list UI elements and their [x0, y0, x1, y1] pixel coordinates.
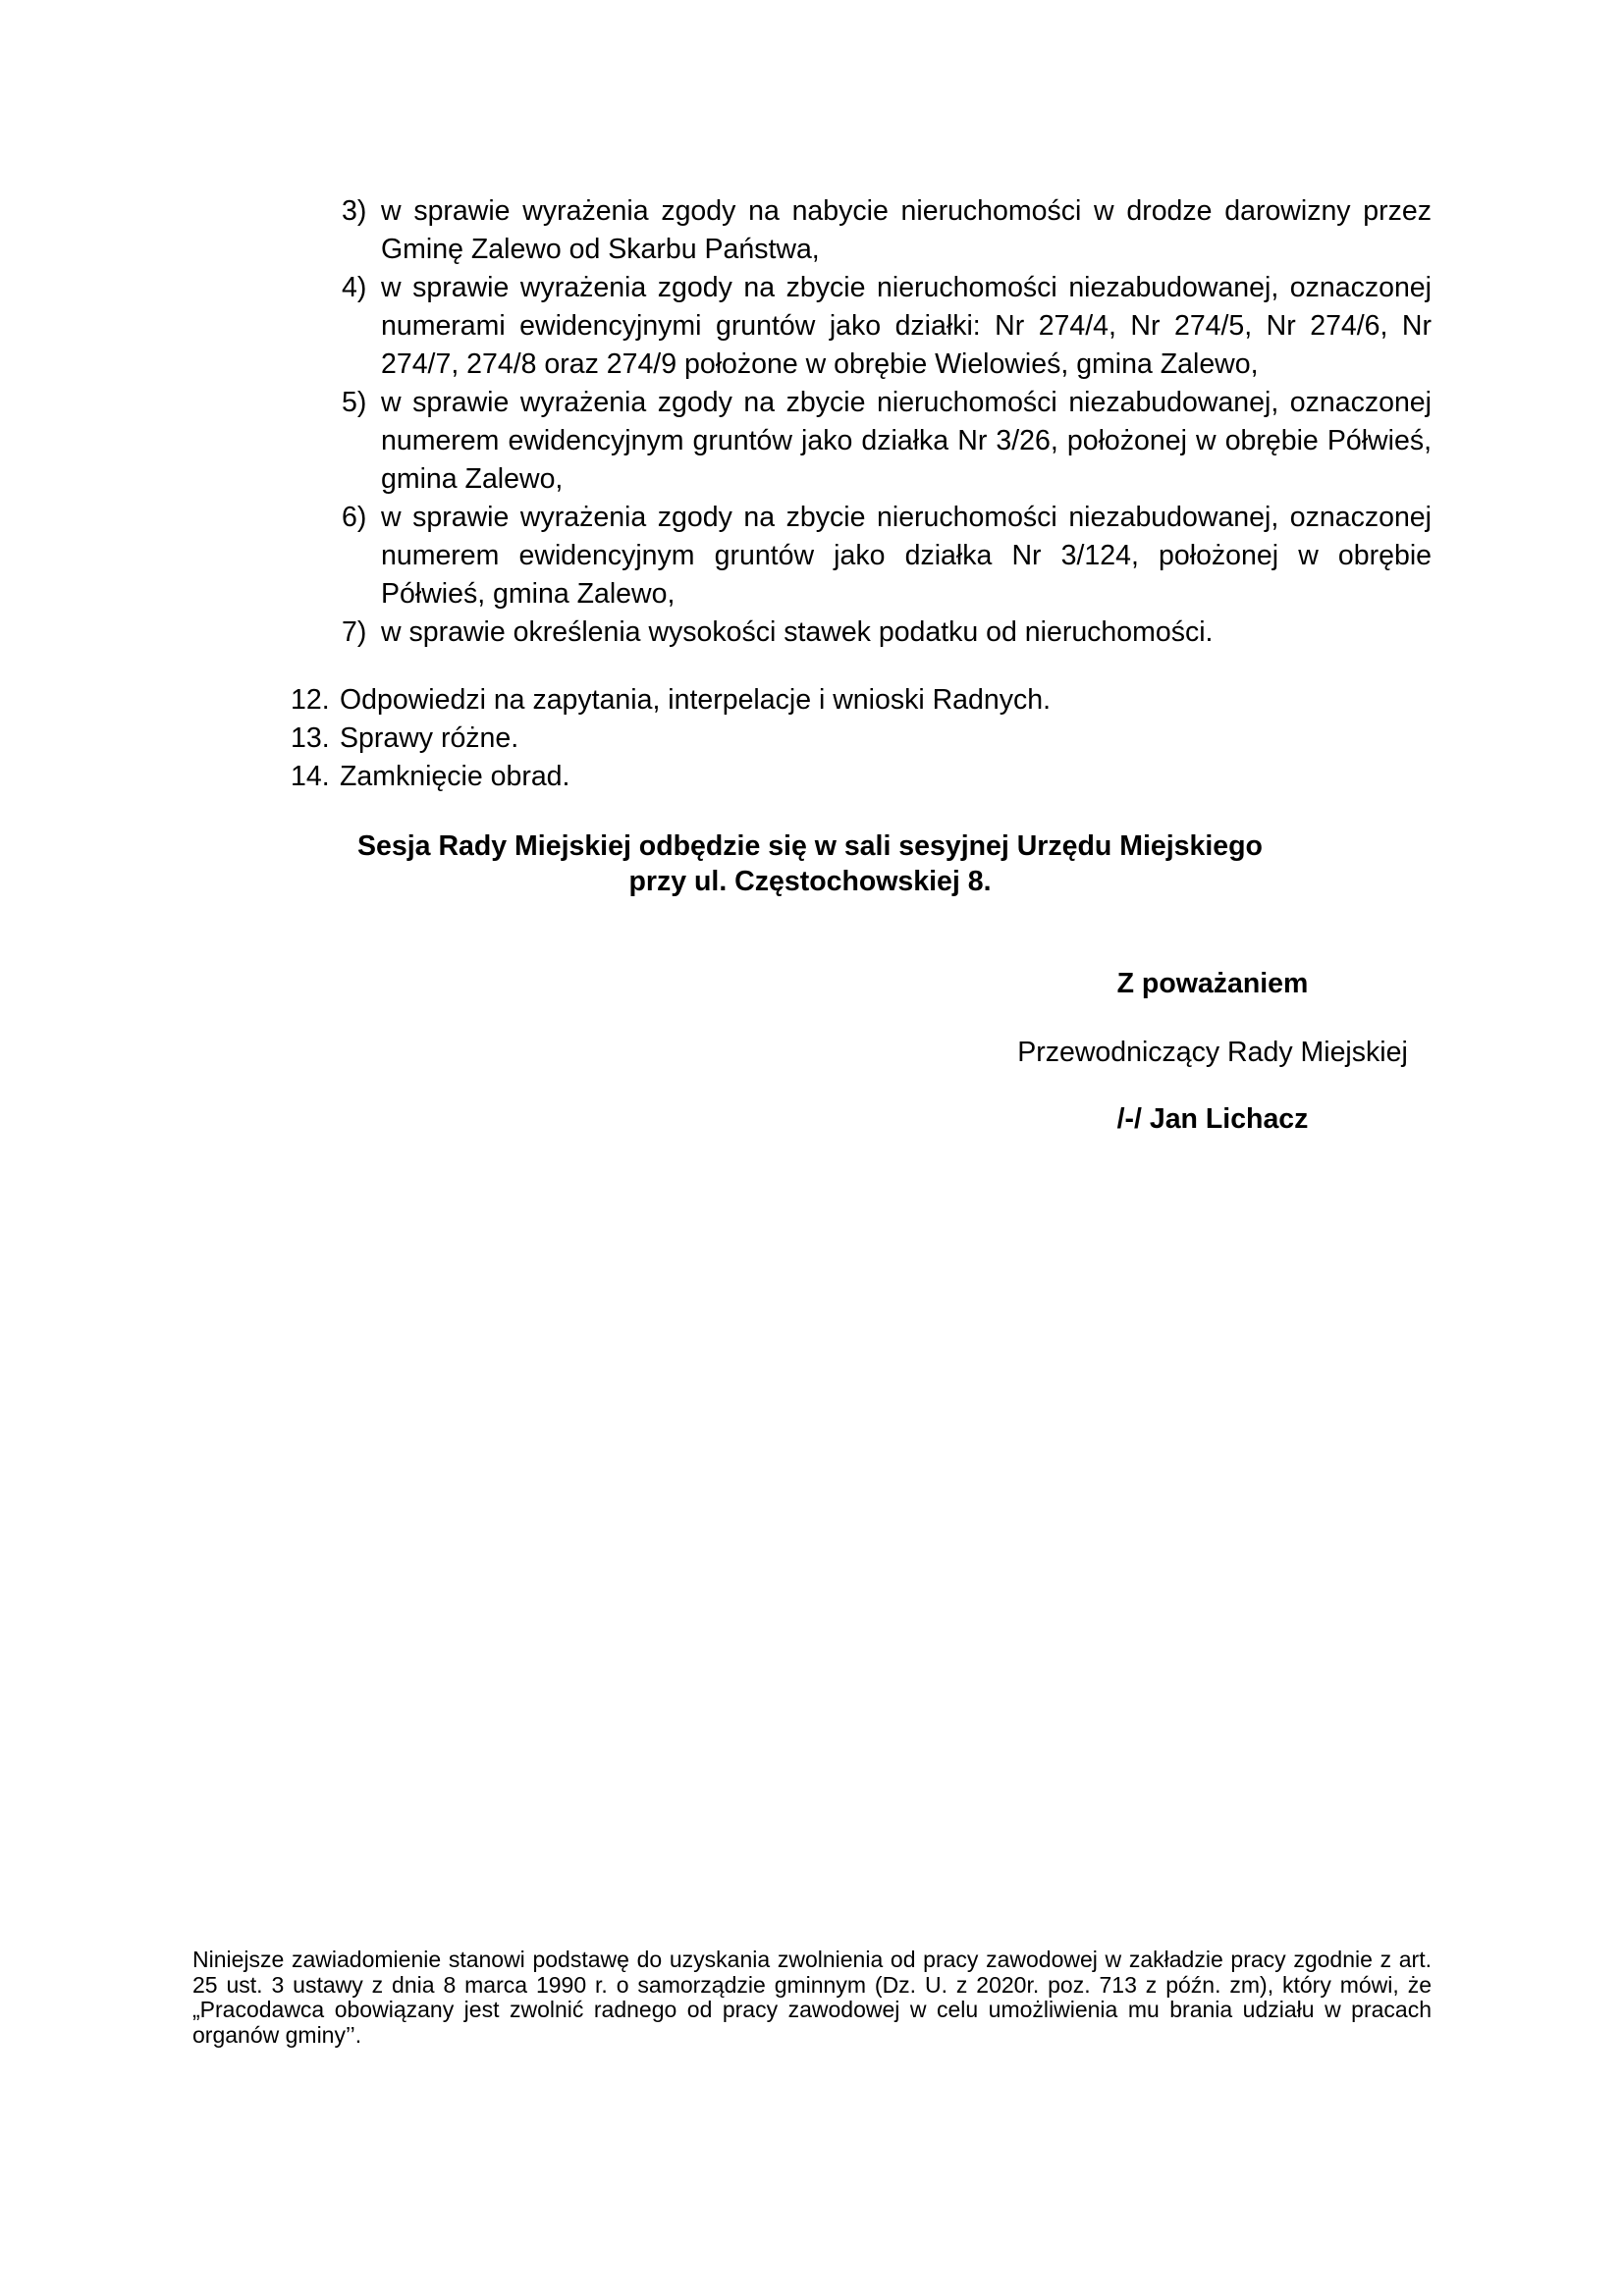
- list-item-number: 5): [342, 387, 367, 418]
- agenda-item-number: 14.: [291, 761, 330, 792]
- signature-position: Przewodniczący Rady Miejskiej: [1017, 1037, 1408, 1068]
- signature-closing: Z poważaniem: [1116, 968, 1309, 999]
- list-item-text: w sprawie wyrażenia zgody na zbycie nieruchomości niezabudowanej, oznaczonej numerem ewidencyjnym gruntów jako działka Nr 3/124, położonej w obrębie Półwieś, gmina Zalewo,: [381, 502, 1432, 610]
- agenda-list: [291, 681, 1371, 796]
- signature-name: /-/ Jan Lichacz: [1116, 1103, 1309, 1135]
- list-item: [342, 384, 1432, 499]
- list-item-text: w sprawie wyrażenia zgody na nabycie nieruchomości w drodze darowizny przez Gminę Zalewo od Skarbu Państwa,: [381, 195, 1432, 265]
- footnote: Niniejsze zawiadomienie stanowi podstawę do uzyskania zwolnienia od pracy zawodowej w zakładzie pracy zgodnie z art. 25 ust. 3 ustawy z dnia 8 marca 1990 r. o samorządzie gminnym (Dz. U. z 2020r. poz. 713 z późn. zm), który mówi, że „Pracodawca obowiązany jest zwolnić radnego od pracy zawodowej w celu umożliwienia mu brania udziału w pracach organów gminy’’.: [192, 1947, 1432, 2048]
- list-item-number: 3): [342, 195, 367, 227]
- list-item-text: w sprawie wyrażenia zgody na zbycie nieruchomości niezabudowanej, oznaczonej numerami ewidencyjnymi gruntów jako działki: Nr 274/4, Nr 274/5, Nr 274/6, Nr 274/7, 274/8 oraz 274/9 położone w obrębie Wielowieś, gmina Zalewo,: [381, 272, 1432, 380]
- list-item: [342, 614, 1432, 652]
- session-venue: [295, 828, 1325, 899]
- agenda-item: [291, 758, 1371, 796]
- list-item: [342, 269, 1432, 384]
- list-item: [342, 499, 1432, 614]
- agenda-item-number: 13.: [291, 722, 330, 754]
- agenda-item-text: Sprawy różne.: [340, 722, 519, 754]
- venue-line: Sesja Rady Miejskiej odbędzie się w sali sesyjnej Urzędu Miejskiego: [357, 830, 1263, 862]
- list-item-number: 4): [342, 272, 367, 303]
- agenda-item-text: Odpowiedzi na zapytania, interpelacje i wnioski Radnych.: [340, 684, 1051, 716]
- list-item-text: w sprawie określenia wysokości stawek podatku od nieruchomości.: [381, 616, 1214, 648]
- venue-line: przy ul. Częstochowskiej 8.: [628, 866, 992, 897]
- list-item-number: 7): [342, 616, 367, 648]
- resolution-sublist: [342, 192, 1432, 652]
- agenda-item: [291, 720, 1371, 758]
- agenda-item-text: Zamknięcie obrad.: [340, 761, 570, 792]
- agenda-item: [291, 681, 1371, 720]
- agenda-item-number: 12.: [291, 684, 330, 716]
- list-item: [342, 192, 1432, 269]
- list-item-number: 6): [342, 502, 367, 533]
- list-item-text: w sprawie wyrażenia zgody na zbycie nieruchomości niezabudowanej, oznaczonej numerem ewidencyjnym gruntów jako działka Nr 3/26, położonej w obrębie Półwieś, gmina Zalewo,: [381, 387, 1432, 495]
